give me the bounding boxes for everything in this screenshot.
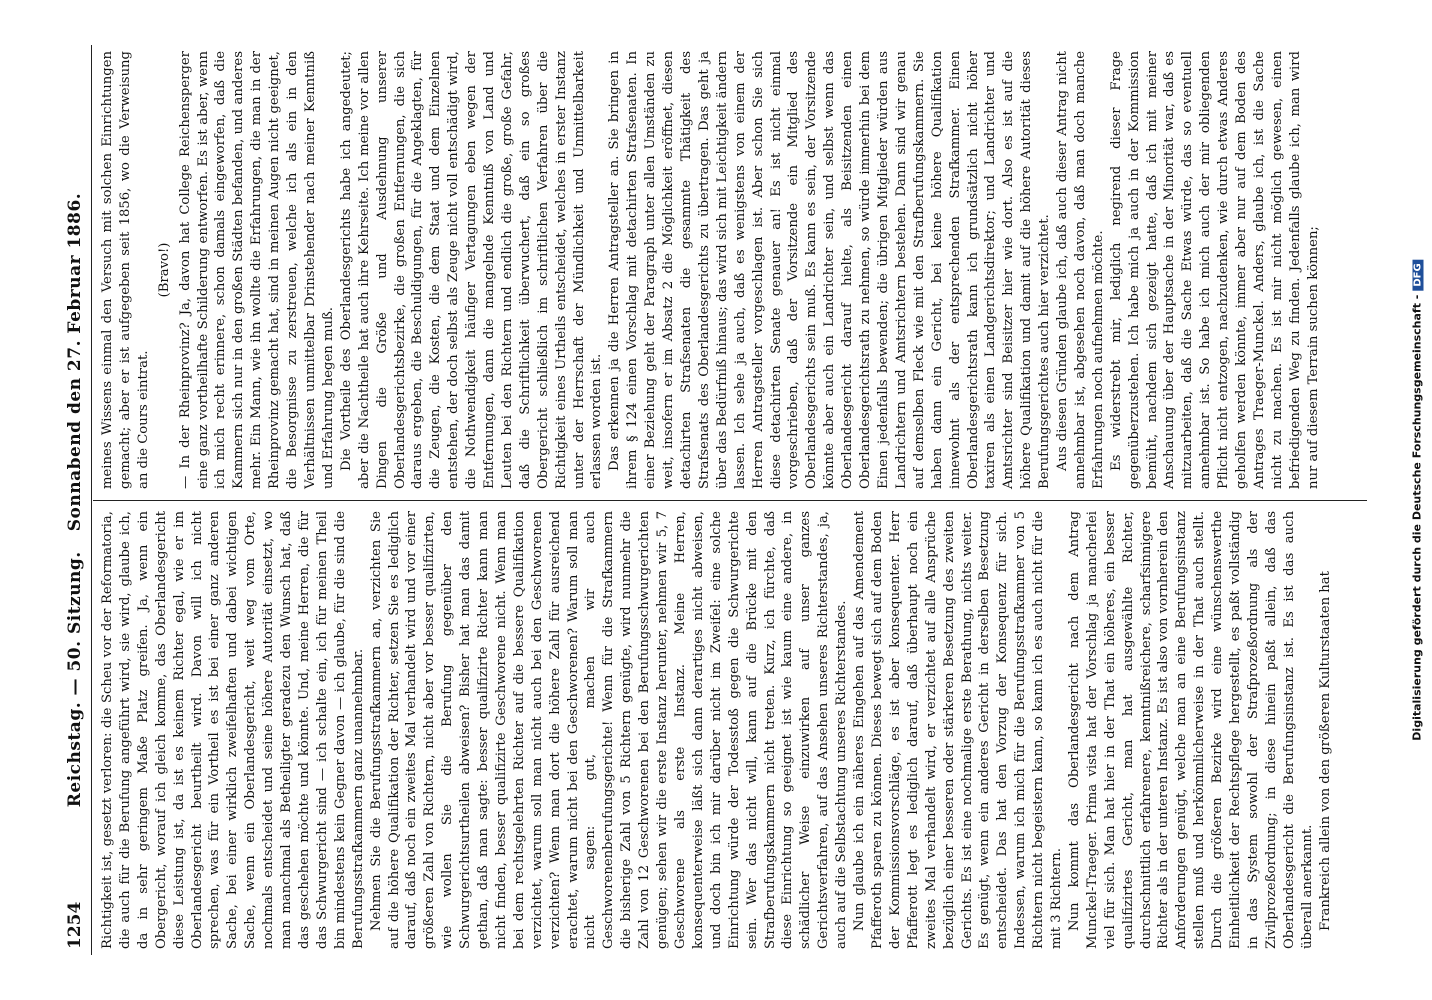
paragraph: Frankreich allein von den größeren Kulturstaaten hat [1317,571,1333,931]
paragraph: Nehmen Sie die Berufungsstrafkammern an, verzichten Sie auf die höhere Qualifikation der Richter, setzen Sie es lediglich darauf, daß noch ein zweites Mal verhandelt wird und vor einer größeren Zahl von Richtern, nicht aber vor besser qualifizirten, wie wollen Sie die Berufung gegenüber den Schwurgerichtsurtheilen abweisen? Bisher hat man das damit gethan, daß man sagte: besser qualifizirte Richter kann man nicht finden, besser qualifizirte Geschworene nicht. Wenn man bei dem rechtsgelehrten Richter auf die bessere Qualifikation verzichtet, warum soll man nicht auch bei den Geschworenen verzichten? Wenn man dort die höhere Zahl für ausreichend erachtet, warum nicht bei den Geschworenen? Warum soll man nicht sagen: gut, machen wir auch Geschworenenberufungsgerichte! Wenn für die Strafkammern die bisherige Zahl von 5 Richtern genügte, wird nunmehr die Zahl von 12 Geschworenen bei den Berufungsschwurgerichten genügen; sehen wir die erste Instanz herunter, nehmen wir 5, 7 Geschworene als erste Instanz. Meine Herren, konsequenterweise läßt sich dann derartiges nicht abweisen, und doch bin ich mir darüber nicht im Zweifel: eine solche Einrichtung würde der Todesstoß gegen die Schwurgerichte sein. Wer das nicht will, kann auf die Brücke mit den Strafberufungskammern nicht treten. Kurz, ich fürchte, daß diese Einrichtung so geeignet ist wie kaum eine andere, in schädlicher Weise einzuwirken auf unser ganzes Gerichtsverfahren, auf das Ansehen unseres Richterstandes, ja, auch auf die Selbstachtung unseres Richterstandes. [368,511,850,949]
column-divider [93,500,1367,501]
page-number: 1254 [65,901,85,949]
applause-mark: (Bravo!) [156,242,172,298]
page-header [61,45,91,955]
running-head-date: Sonnabend den 27. Februar 1886. [65,192,85,532]
dfg-logo: DFG [1413,259,1424,290]
credit-label: Digitalisierung gefördert durch die Deutsche Forschungsgemeinschaft - [1410,294,1424,741]
paragraph: — In der Rheinprovinz? Ja, davon hat College Reichensperger eine ganz vortheilhafte Schilderung entworfen. Es ist aber, wenn ich mich recht erinnere, schon damals eingeworfen, daß die Kammern sich nur in den großen Städten befanden, und anderes mehr. Ein Mann, wie ihn wollte die Erfahrungen, die man in der Rheinprovinz gemacht hat, sind in meinen Augen nicht geeignet, die Besorgnisse zu zerstreuen, welche ich als ein in den Verhältnissen unmittelbar Drinstehender nach meiner Kenntniß und Erfahrung hegen muß. [177,51,336,489]
right-column [99,51,1367,489]
paragraph: Aus diesen Gründen glaube ich, daß auch dieser Antrag nicht annehmbar ist, abgesehen noch davon, daß man doch manche Erfahrungen noch aufnehmen möchte. [1055,51,1106,489]
running-head-session: Reichstag. — 50. Sitzung. [65,551,85,808]
left-column [99,511,1367,949]
paragraph: meines Wissens einmal den Versuch mit solchen Einrichtungen gemacht; aber er ist aufgegeben seit 1856, wo die Verweisung an die Cours eintrat. [100,51,151,489]
paragraph: Richtigkeit ist, gesetzt verloren: die Scheu vor der Reformatoria, die auch für die Berufung angeführt wird, sie wird, glaube ich, da in sehr geringem Maße Platz greifen. Ja, wenn ein Obergericht, worauf ich gleich komme, das Oberlandesgericht diese Leistung ist, da ist es keinem Richter egal, wie er im Oberlandesgericht beurtheilt wird. Davon will ich nicht sprechen, was für ein Vortheil es ist bei einer ganz anderen Sache, bei einer wirklich zweifelhaften und dabei wichtigen Sache, wenn ein Oberlandesgericht, weit weg vom Orte, nochmals entscheidet und seine höhere Autorität einsetzt, wo man manchmal als Betheiligter geradezu den Wunsch hat, daß das geschehen möchte und könnte. Und, meine Herren, die für das Schwurgericht sind — ich schalte ein, ich für meinen Theil bin mindestens kein Gegner davon — ich glaube, für die sind die Berufungsstrafkammern ganz unannehmbar. [100,511,366,949]
paragraph: Nun glaube ich ein näheres Eingehen auf das Amendement Pfafferoth sparen zu können. Dieses bewegt sich auf dem Boden der Kommissionsvorschläge, es ist aber konsequenter. Herr Pfafferott legt es lediglich darauf, daß überhaupt noch ein zweites Mal verhandelt wird, er verzichtet auf alle Ansprüche bezüglich einer besseren oder stärkeren Besetzung des zweiten Gerichts. Es ist eine nochmalige erste Berathung, nichts weiter. Es genügt, wenn ein anderes Gericht in derselben Besetzung entscheidet. Das hat den Vorzug der Konsequenz für sich. Indessen, warum ich mich für die Berufungsstrafkammer von 5 Richtern nicht begeistern kann, so kann ich es auch nicht für die mit 3 Richtern. [852,511,1065,949]
paragraph: Nun kommt das Oberlandesgericht nach dem Antrag Munckel-Traeger. Prima vista hat der Vorschlag ja mancherlei viel für sich. Man hat hier in der That ein höheres, ein besser qualifizirtes Gericht, man hat ausgewählte Richter, durchschnittlich erfahrenere, kenntnißreichere, scharfsinnigere Richter als in der unteren Instanz. Es ist also von vornherein den Anforderungen genügt, welche man an eine Berufungsinstanz stellen muß und herkömmlicherweise in der That auch stellt. Durch die größeren Bezirke wird eine wünschenswerthe Einheitlichkeit der Rechtspflege hergestellt, es paßt vollständig in das System sowohl der Strafprozeßordnung als der Zivilprozeßordnung; in diese hinein paßt allein, daß das Oberlandesgericht die Berufungsinstanz ist. Es ist das auch überall anerkannt. [1066,511,1315,949]
paragraph: Die Vortheile des Oberlandesgerichts habe ich angedeutet; aber die Nachtheile hat auch ihre Kehrseite. Ich meine vor allen Dingen die Größe und Ausdehnung unserer Oberlandesgerichtsbezirke, die großen Entfernungen, die sich daraus ergeben, die Beschuldigungen, für die Angeklagten, für die Zeugen, die Kosten, die dem Staat und dem Einzelnen entstehen, der doch selbst als Zeuge nicht voll entschädigt wird, die Nothwendigkeit häufiger Vertagungen eben wegen der Entfernungen, dann die mangelnde Kenntniß von Land und Leuten bei den Richtern und endlich die große, große Gefahr, daß die Schriftlichkeit überwuchert, daß ein so großes Obergericht schließlich im schriftlichen Verfahren über die Richtigkeit eines Urtheils entscheidet, welches in erster Instanz unter der Herrschaft der Mündlichkeit und Unmittelbarkeit erlassen worden ist. [338,51,605,489]
header-rule [91,45,92,955]
running-head [65,105,85,895]
newspaper-page [61,45,1371,955]
paragraph: Es widerstrebt mir, lediglich negirend dieser Frage gegenüberzustehen. Ich habe mich ja auch in der Kommission bemüht, nachdem sich gezeigt hatte, daß ich mit meiner Anschauung über der Hauptsache in der Minorität war, daß es mitzuarbeiten, daß die Sache Etwas würde, das so eventuell annehmbar ist. So habe ich mich auch der mir obliegenden Pflicht nicht entzogen, nachzudenken, wie durch etwas Anderes geholfen werden könnte, immer aber nur auf dem Boden des Antrages Traeger-Munckel. Anders, glaube ich, ist die Sache nicht zu machen. Es ist mir nicht möglich gewesen, einen befriedigenden Weg zu finden. Jedenfalls glaube ich, man wird nur auf diesem Terrain suchen können; [1108,51,1321,489]
digitization-credit-text [1411,259,1424,740]
paragraph: Das erkennen ja die Herren Antragsteller an. Sie bringen in ihrem § 124 einen Vorschlag mit detachirten Strafsenaten. In einer Beziehung geht der Paragraph unter allen Umständen zu weit, insofern er im Absatz 2 die Möglichkeit eröffnet, diesen detachirten Strafsenaten die gesammte Thätigkeit des Strafsenats des Oberlandesgerichts zu übertragen. Das geht ja über das Bedürfniß hinaus; das wird sich mit Leichtigkeit ändern lassen. Ich sehe ja auch, daß es wenigstens von einem der Herren Antragsteller vorgeschlagen ist. Aber schon Sie sich diese detachirten Senate genauer an! Es ist nicht einmal vorgeschrieben, daß der Vorsitzende ein Mitglied des Oberlandesgerichts sein muß. Es kann es sein, der Vorsitzende könnte aber auch ein Landrichter sein, und selbst wenn das Oberlandesgericht darauf hielte, als Beisitzenden einen Oberlandesgerichtsrath zu nehmen, so würde immerhin bei dem Einen jedenfalls bewenden; die übrigen Mitglieder würden aus Landrichtern und Amtsrichtern bestehen. Dann sind wir genau auf demselben Fleck wie mit den Strafberufungskammern. Sie haben dann ein Gericht, bei keine höhere Qualifikation innewohnt als der entsprechenden Strafkammer. Einen Oberlandesgerichtsrath kann ich grundsätzlich nicht höher taxiren als einen Landgerichtsdirektor; und Landrichter und Amtsrichter sind Beisitzer hier wie dort. Also es ist auf die höhere Qualifikation und damit auf die höhere Autorität dieses Berufungsgerichtes auch hier verzichtet. [607,51,1053,489]
